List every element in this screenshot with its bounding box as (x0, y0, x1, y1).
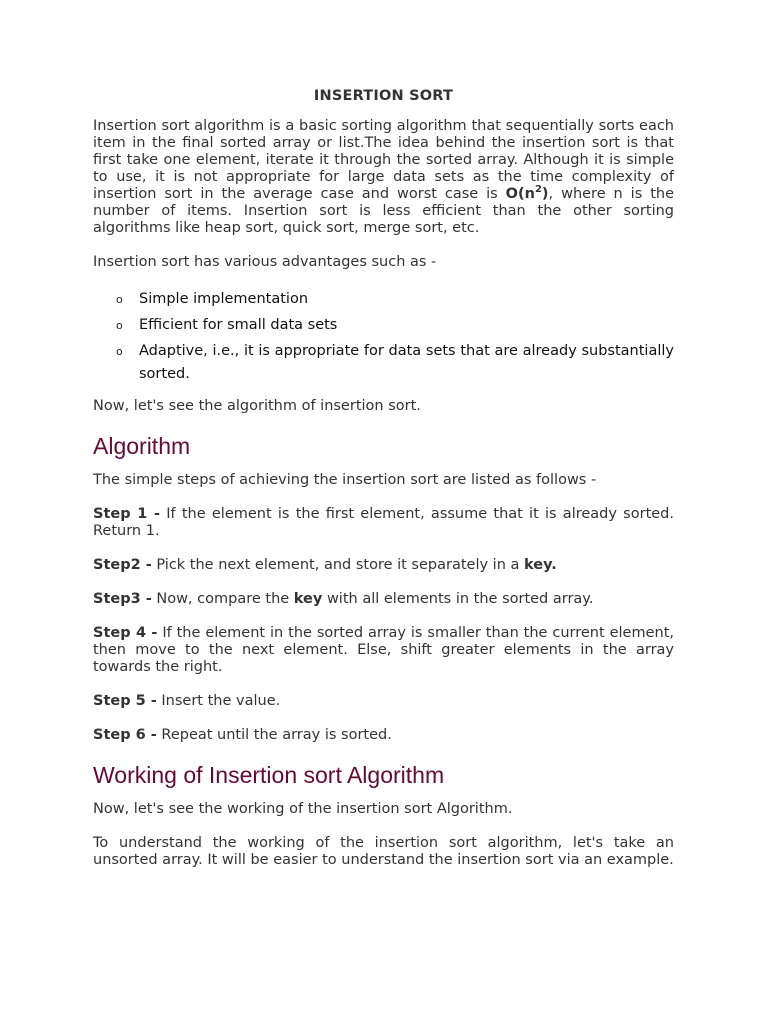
working-heading: Working of Insertion sort Algorithm (93, 762, 445, 788)
step-text: Insert the value. (156, 693, 281, 709)
complexity-close: ) (541, 186, 549, 202)
step-text: Pick the next element, and store it separately in a (151, 557, 524, 573)
complexity-base: O(n (505, 186, 535, 202)
list-item-text: Adaptive, i.e., it is appropriate for data sets that are already substantially sorted. (139, 343, 674, 382)
step-label: Step 6 - (93, 727, 157, 743)
step-label: Step 4 - (93, 625, 158, 641)
step-label: Step 5 - (93, 693, 157, 709)
step-label: Step2 - (93, 557, 152, 573)
step-keyword: key. (524, 557, 557, 573)
step-6 (93, 727, 674, 744)
intro-text-2: , where n is the number of items. Insertion sort is less efficient than the other sorting algorithms like heap sort, quick sort, merge sort, etc. (93, 186, 674, 236)
bullet-icon: o (116, 319, 123, 332)
step-1 (93, 506, 674, 540)
step-5 (93, 693, 674, 710)
step-label: Step3 - (93, 591, 152, 607)
bullet-icon: o (116, 345, 123, 358)
step-text: with all elements in the sorted array. (322, 591, 594, 607)
page-title: INSERTION SORT (313, 88, 454, 104)
list-item-text: Efficient for small data sets (139, 317, 338, 333)
document-page (93, 86, 674, 886)
step-text: Now, compare the (151, 591, 294, 607)
list-item (93, 314, 674, 337)
algorithm-heading: Algorithm (93, 433, 191, 459)
advantages-lead: Insertion sort has various advantages such as - (93, 254, 437, 270)
list-item (93, 340, 674, 386)
step-label: Step 1 - (93, 506, 161, 522)
step-4 (93, 625, 674, 676)
step-3 (93, 591, 674, 608)
working-paragraph-2: To understand the working of the insertion sort algorithm, let's take an unsorted array. It will be easier to understand the insertion sort via an example. (93, 835, 674, 868)
step-text: If the element is the first element, assume that it is already sorted. Return 1. (93, 506, 674, 539)
list-item (93, 288, 674, 311)
algorithm-lead: The simple steps of achieving the insertion sort are listed as follows - (93, 472, 597, 488)
step-text: Repeat until the array is sorted. (156, 727, 392, 743)
step-2 (93, 557, 674, 574)
intro-paragraph (93, 118, 674, 237)
complexity-notation (506, 186, 549, 202)
step-keyword: key (293, 591, 323, 607)
list-item-text: Simple implementation (139, 291, 309, 307)
working-paragraph-1: Now, let's see the working of the insertion sort Algorithm. (93, 801, 513, 817)
intro-text-1: Insertion sort algorithm is a basic sorting algorithm that sequentially sorts each item in the final sorted array or list.The idea behind the insertion sort is that first take one element, iterate it through the sorted array. Although it is simple to use, it is not appropriate for large data sets as the time complexity of insertion sort in the average case and worst case is (93, 118, 674, 202)
step-text: If the element in the sorted array is smaller than the current element, then move to the next element. Else, shift greater elements in the array towards the right. (93, 625, 674, 675)
transition-paragraph: Now, let's see the algorithm of insertion sort. (93, 398, 421, 414)
bullet-icon: o (116, 293, 123, 306)
advantages-list (93, 288, 674, 386)
complexity-exponent: 2 (534, 184, 542, 196)
